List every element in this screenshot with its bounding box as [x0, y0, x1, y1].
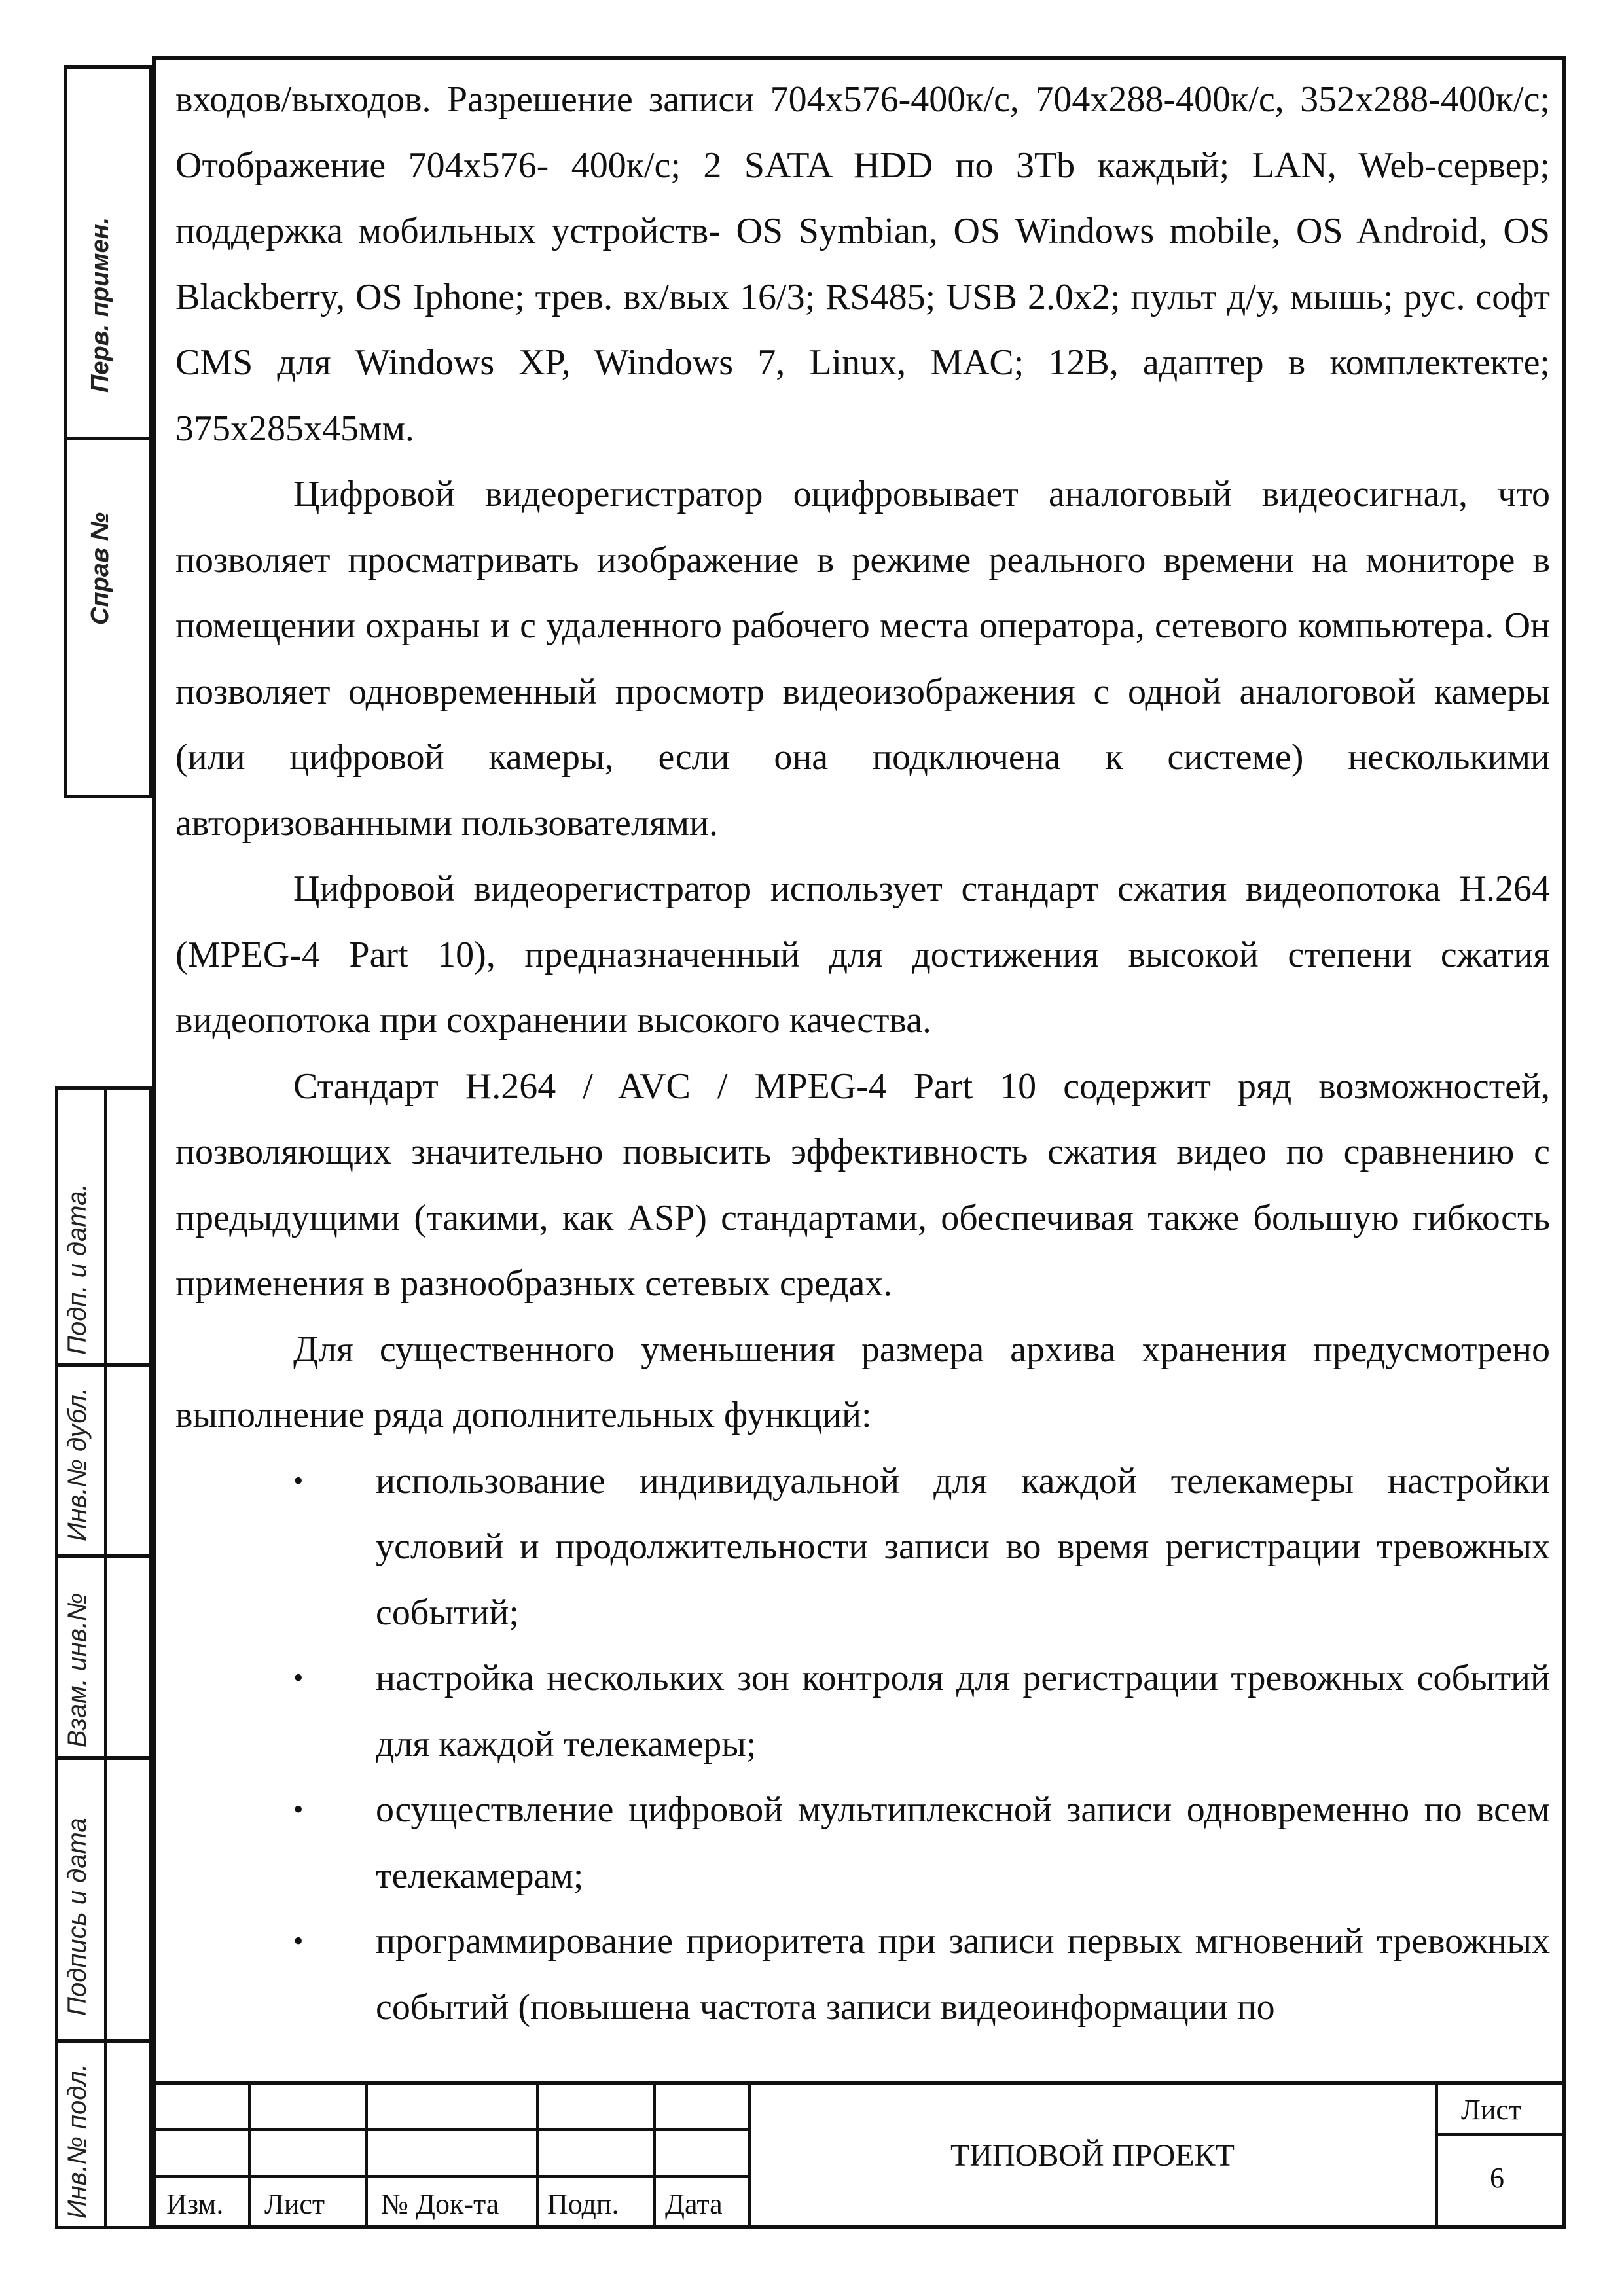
- tb-cell: [539, 2085, 656, 2131]
- tb-cell: [251, 2131, 368, 2178]
- sheet-number: 6: [1490, 2162, 1504, 2194]
- paragraph-1: входов/выходов. Разрешение записи 704х576-400к/с, 704х288-400к/с, 352х288-400к/с; Отображение 704х576- 400к/с; 2 SATA HDD по 3Tb каждый; LAN, Web-сервер; поддержка мобильных устройств- OS Symbian, OS Windows mobile, OS Android, OS Blackberry, OS Iphone; трев. вх/вых 16/3; RS485; USB 2.0х2; пульт д/у, мышь; рус. софт CMS для Windows XP, Windows 7, Linux, MAC; 12В, адаптер в комплектекте; 375х285х45мм.: [175, 79, 1550, 449]
- tb-cell: [368, 2085, 539, 2131]
- tb-cell: [152, 2131, 251, 2178]
- list-item: [293, 1777, 1550, 1909]
- document-body: [175, 67, 1550, 2040]
- label-podpis-i-data: Подпись и дата: [63, 1818, 92, 2016]
- label-inv-no-podl: Инв.№ подл.: [63, 2063, 92, 2219]
- label-no-dok: № Док-та: [381, 2188, 499, 2220]
- list-item-text: настройка нескольких зон контроля для регистрации тревожных событий для каждой телекамеры;: [376, 1658, 1550, 1765]
- list-item-text: программирование приоритета при записи первых мгновений тревожных событий (повышена частота записи видеоинформации по: [376, 1921, 1550, 2028]
- bullet-icon: •: [293, 1464, 304, 1497]
- list-item: [293, 1448, 1550, 1646]
- paragraph-4: Стандарт H.264 / AVC / MPEG-4 Part 10 содержит ряд возможностей, позволяющих значительно повысить эффективность сжатия видео по сравнению с предыдущими (такими, как ASP) стандартами, обеспечивая также большую гибкость применения в разнообразных сетевых средах.: [175, 1066, 1550, 1304]
- tb-cell: [656, 2131, 751, 2178]
- tb-cell: [368, 2131, 539, 2178]
- label-izm: Изм.: [166, 2188, 224, 2220]
- bullet-icon: •: [293, 1925, 304, 1957]
- bullet-icon: •: [293, 1662, 304, 1694]
- list-item: [293, 1645, 1550, 1777]
- bullet-icon: •: [293, 1793, 304, 1825]
- paragraph-5: Для существенного уменьшения размера архива хранения предусмотрено выполнение ряда дополнительных функций:: [175, 1329, 1550, 1435]
- label-data: Дата: [665, 2188, 723, 2220]
- document-title: ТИПОВОЙ ПРОЕКТ: [950, 2138, 1235, 2173]
- label-perv-primen: Перв. примен.: [86, 217, 114, 393]
- paragraph-3: Цифровой видеорегистратор использует стандарт сжатия видеопотока H.264 (MPEG-4 Part 10), предназначенный для достижения высокой степени сжатия видеопотока при сохранении высокого качества.: [175, 869, 1550, 1041]
- paragraph-2: Цифровой видеорегистратор оцифровывает аналоговый видеосигнал, что позволяет просматривать изображение в режиме реального времени на мониторе в помещении охраны и с удаленного рабочего места оператора, сетевого компьютера. Он позволяет одновременный просмотр видеоизображения с одной аналоговой камеры (или цифровой камеры, если она подключена к системе) несколькими авторизованными пользователями.: [175, 474, 1550, 844]
- label-vzam-inv-no: Взам. инв.№: [63, 1592, 92, 1748]
- label-list: Лист: [264, 2188, 325, 2220]
- tb-cell: [539, 2131, 656, 2178]
- tb-cell: [152, 2085, 251, 2131]
- label-podp: Подп.: [547, 2188, 619, 2220]
- sheet-label: Лист: [1461, 2094, 1522, 2126]
- tb-cell: [656, 2085, 751, 2131]
- label-sprav-no: Справ №: [86, 512, 114, 625]
- title-block: [152, 2081, 1566, 2229]
- list-item-text: использование индивидуальной для каждой телекамеры настройки условий и продолжительности записи во время регистрации тревожных событий;: [376, 1460, 1550, 1633]
- label-podp-i-data: Подп. и дата.: [63, 1183, 92, 1355]
- label-inv-no-dubl: Инв.№ дубл.: [63, 1388, 92, 1541]
- tb-cell: [251, 2085, 368, 2131]
- list-item: [293, 1909, 1550, 2040]
- list-item-text: осуществление цифровой мультиплексной записи одновременно по всем телекамерам;: [376, 1789, 1550, 1896]
